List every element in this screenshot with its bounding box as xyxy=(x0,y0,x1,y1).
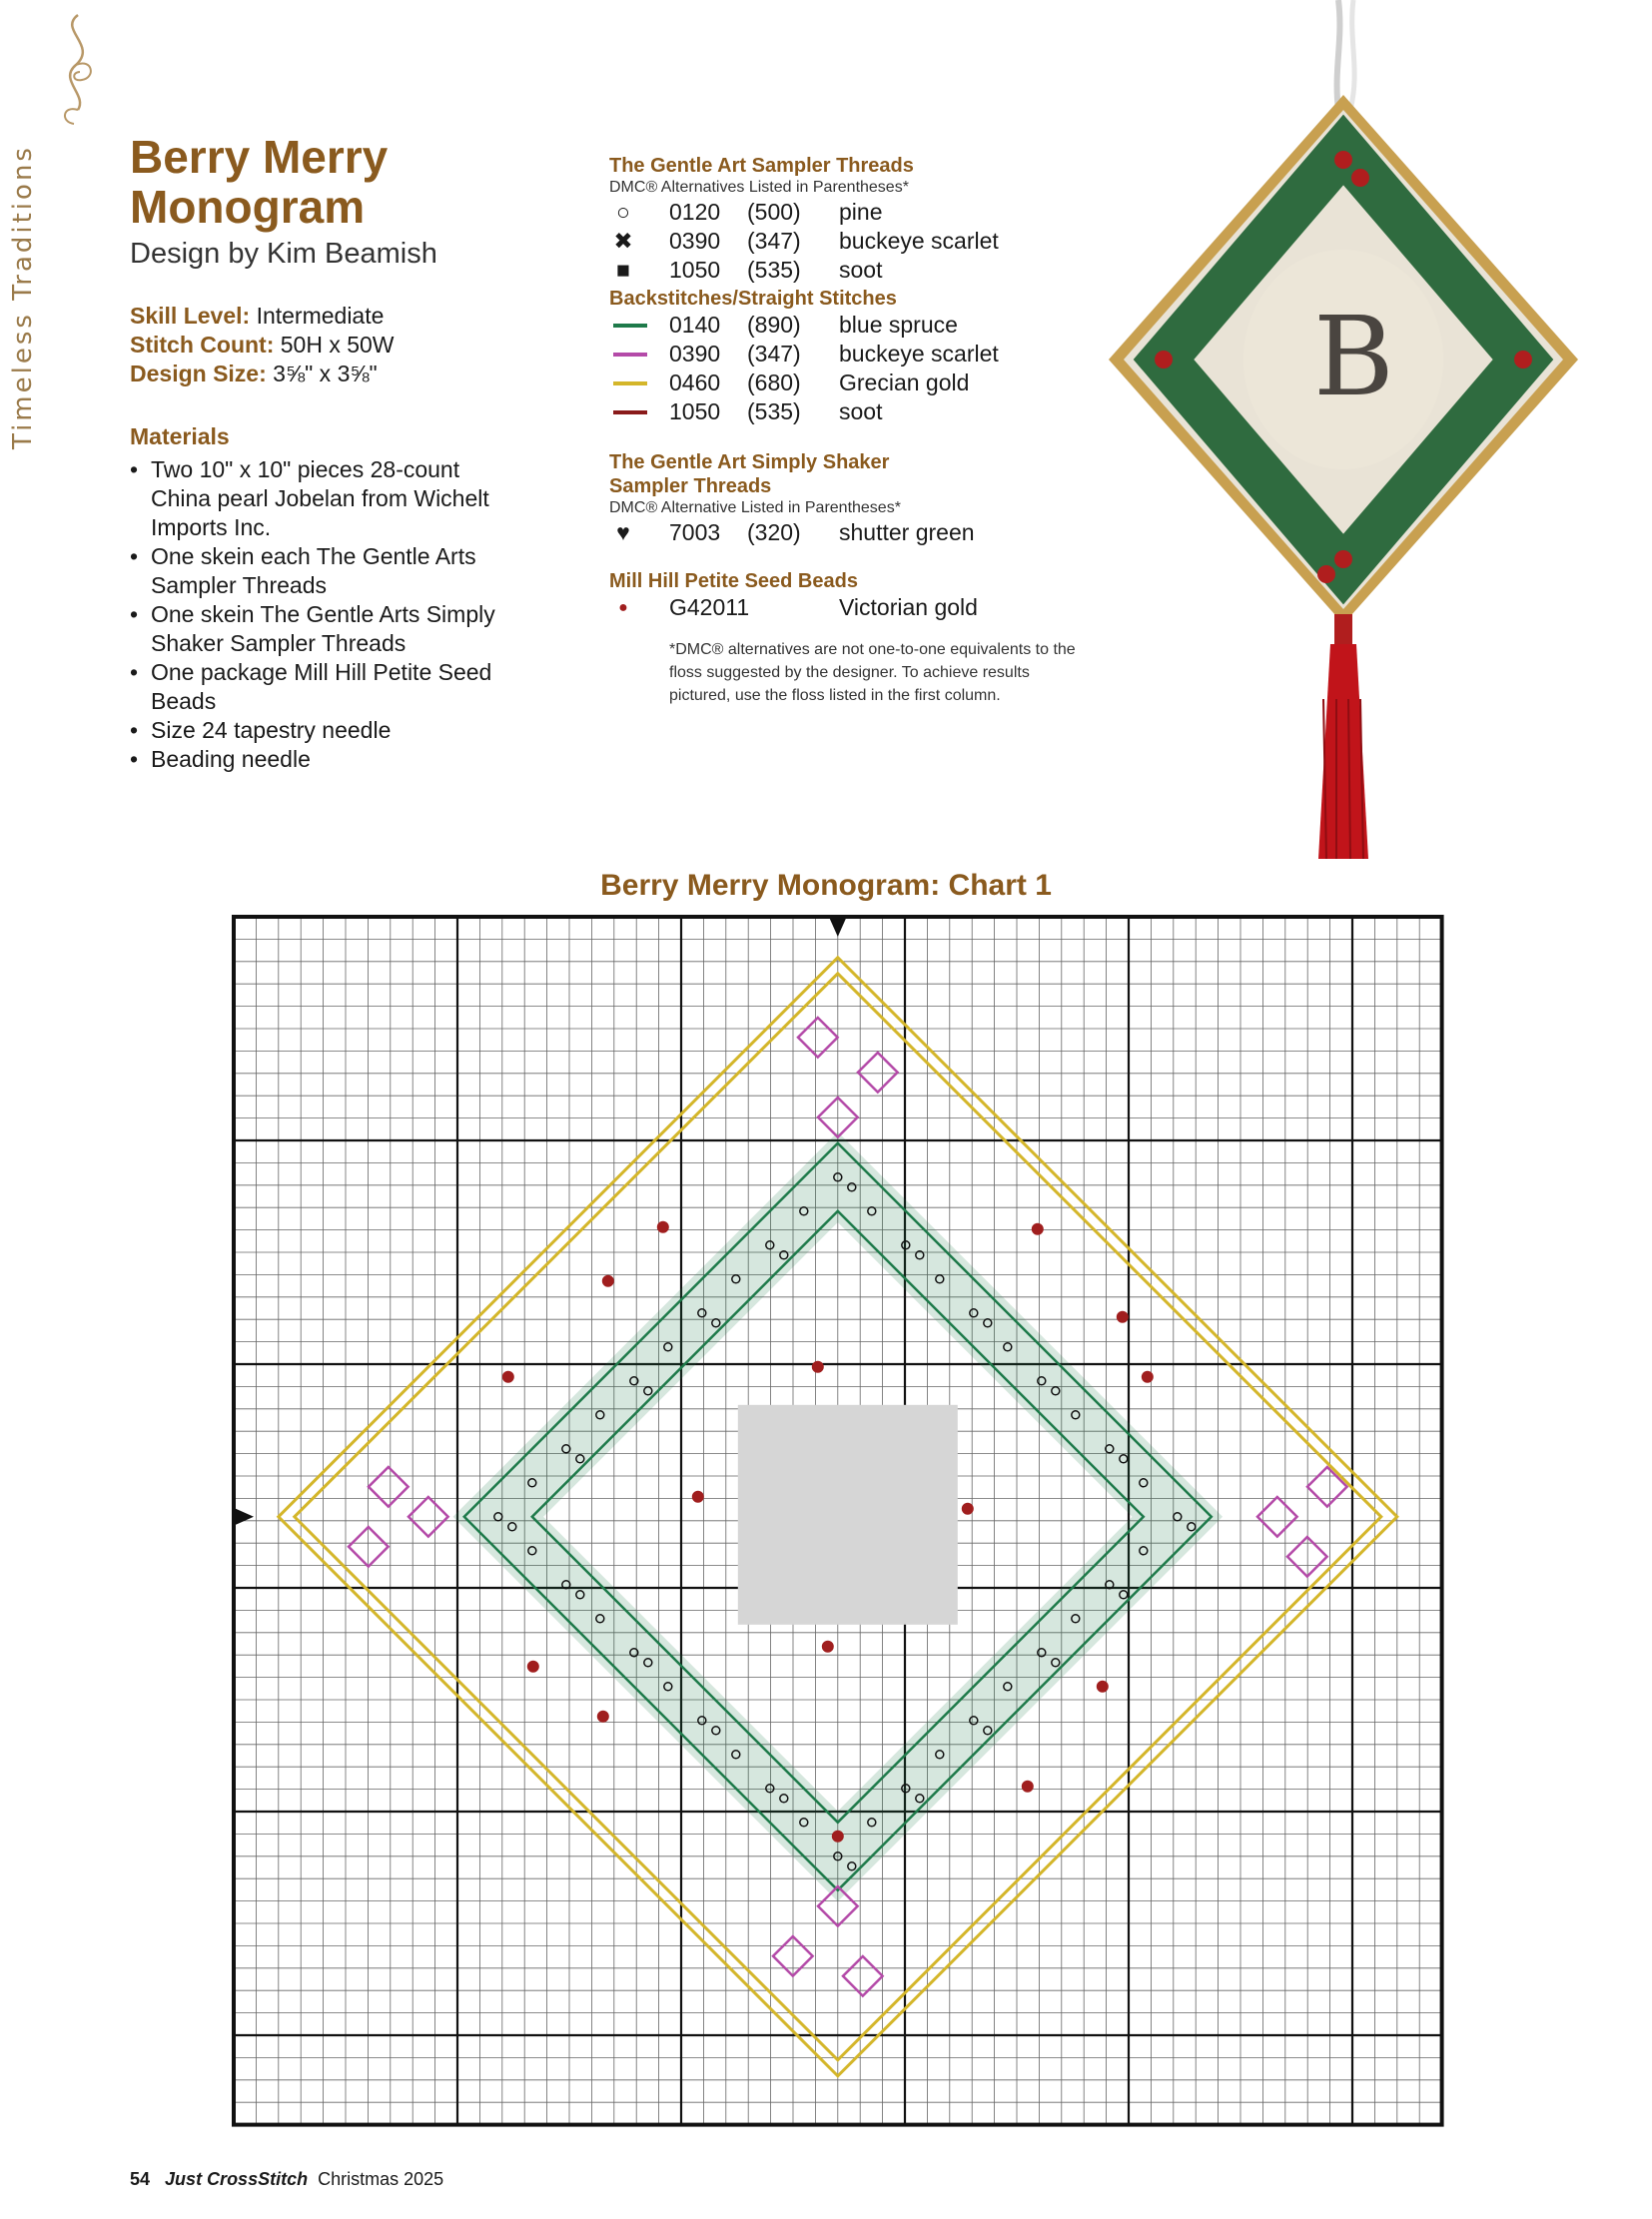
bead-mark xyxy=(602,1275,614,1287)
list-item: • One skein each The Gentle Arts Sampler Threads xyxy=(130,542,519,600)
thread-name: blue spruce xyxy=(839,312,958,338)
list-item: • One package Mill Hill Petite Seed Beads xyxy=(130,658,519,716)
bead-mark xyxy=(597,1711,609,1723)
legend-row xyxy=(609,518,1069,547)
bead-mark xyxy=(832,1831,844,1843)
bead-dot-icon: ● xyxy=(618,599,628,616)
list-item: • Two 10" x 10" pieces 28-count China pearl Jobelan from Wichelt Imports Inc. xyxy=(130,455,519,542)
thread-code: 0140 xyxy=(669,312,721,338)
thread-code: 1050 xyxy=(669,257,721,283)
square-symbol-icon: ■ xyxy=(616,257,630,283)
legend-row xyxy=(609,369,1069,397)
circle-symbol-icon: ○ xyxy=(616,199,630,225)
bead-mark xyxy=(527,1661,539,1673)
bead-mark xyxy=(502,1371,514,1383)
thread-name: buckeye scarlet xyxy=(839,341,999,367)
list-item: • Beading needle xyxy=(130,745,519,774)
spec-skill-level: Skill Level: Intermediate xyxy=(130,303,385,329)
bead-code: G42011 xyxy=(669,594,750,620)
thread-code: 0460 xyxy=(669,370,721,395)
legend-row xyxy=(609,256,1069,285)
scarlet-cross-diamond xyxy=(369,1467,409,1507)
materials-list xyxy=(130,455,519,774)
bead-mark xyxy=(962,1503,974,1515)
dmc-code: (500) xyxy=(747,199,801,225)
thread-name: soot xyxy=(839,257,883,283)
heart-symbol-icon: ♥ xyxy=(616,519,630,545)
bead-mark xyxy=(812,1361,824,1373)
magazine-name: Just CrossStitch xyxy=(165,2169,309,2189)
scarlet-cross-diamond xyxy=(1307,1467,1347,1507)
legend-sampler-sub: DMC® Alternatives Listed in Parentheses* xyxy=(609,179,909,196)
bead-name: Victorian gold xyxy=(839,594,978,620)
legend-beads-heading: Mill Hill Petite Seed Beads xyxy=(609,570,858,592)
dmc-footnote: *DMC® alternatives are not one-to-one equivalents to the floss suggested by the designer. To achieve results pictured, use the floss listed in the first column. xyxy=(669,641,1076,704)
designer-credit: Design by Kim Beamish xyxy=(130,238,437,270)
chart-title: Berry Merry Monogram: Chart 1 xyxy=(600,869,1052,902)
scarlet-cross-diamond xyxy=(843,1956,883,1996)
swirl-ornament-icon xyxy=(48,10,104,130)
spec-design-size: Design Size: 3⅝" x 3⅝" xyxy=(130,361,378,386)
bead-mark xyxy=(1117,1311,1129,1323)
legend-row xyxy=(609,227,1069,256)
legend-row xyxy=(609,311,1069,340)
legend-shaker-sub: DMC® Alternative Listed in Parentheses* xyxy=(609,499,901,516)
legend-row xyxy=(609,593,1069,622)
legend-row xyxy=(609,340,1069,369)
scarlet-cross-diamond xyxy=(858,1053,898,1093)
thread-name: shutter green xyxy=(839,519,975,545)
thread-name: buckeye scarlet xyxy=(839,228,999,254)
thread-code: 0390 xyxy=(669,228,721,254)
dmc-code: (890) xyxy=(747,312,801,338)
spec-stitch-count: Stitch Count: 50H x 50W xyxy=(130,332,395,358)
materials-heading: Materials xyxy=(130,423,230,449)
cross-stitch-chart xyxy=(230,913,1446,2131)
gold-line-icon xyxy=(613,381,647,385)
shaker-heading-line-1: The Gentle Art Simply Shaker xyxy=(609,451,890,473)
dark-red-line-icon xyxy=(613,410,647,414)
bead-mark xyxy=(822,1641,834,1653)
green-line-icon xyxy=(613,324,647,328)
legend-row xyxy=(609,198,1069,227)
cross-symbol-icon: ✖ xyxy=(613,228,633,254)
bead-mark xyxy=(657,1221,669,1233)
list-item: • Size 24 tapestry needle xyxy=(130,716,519,745)
thread-code: 7003 xyxy=(669,519,721,545)
page-number: 54 xyxy=(130,2169,151,2189)
bead-mark xyxy=(1032,1223,1044,1235)
page-footer xyxy=(130,2169,443,2190)
center-arrow-top-icon xyxy=(830,919,846,937)
dmc-code: (680) xyxy=(747,370,801,395)
bead-mark xyxy=(1142,1371,1154,1383)
title-line-2: Monogram xyxy=(130,181,366,233)
bead-mark xyxy=(1022,1781,1034,1793)
legend-sampler-heading: The Gentle Art Sampler Threads xyxy=(609,155,914,177)
dmc-code: (347) xyxy=(747,228,801,254)
legend-backstitch-heading: Backstitches/Straight Stitches xyxy=(609,288,897,310)
thread-legend xyxy=(609,154,1076,707)
bead-mark xyxy=(1097,1681,1109,1693)
legend-row xyxy=(609,397,1069,426)
section-tab: Timeless Traditions xyxy=(8,145,38,449)
issue-name: Christmas 2025 xyxy=(318,2169,444,2189)
thread-name: soot xyxy=(839,398,883,424)
bead-mark xyxy=(692,1491,704,1503)
thread-code: 1050 xyxy=(669,398,721,424)
shaker-heading-line-2: Sampler Threads xyxy=(609,475,772,497)
scarlet-cross-diamond xyxy=(409,1497,448,1537)
thread-name: pine xyxy=(839,199,883,225)
title-line-1: Berry Merry xyxy=(130,131,389,183)
dmc-code: (320) xyxy=(747,519,801,545)
thread-name: Grecian gold xyxy=(839,370,970,395)
center-arrow-left-icon xyxy=(236,1509,254,1525)
dmc-code: (347) xyxy=(747,341,801,367)
dmc-code: (535) xyxy=(747,398,801,424)
page-title xyxy=(130,132,649,232)
pink-line-icon xyxy=(613,353,647,357)
ornament-photo xyxy=(1069,0,1588,879)
scarlet-cross-diamond xyxy=(1257,1497,1297,1537)
spec-list xyxy=(130,302,395,388)
thread-code: 0390 xyxy=(669,341,721,367)
dmc-code: (535) xyxy=(747,257,801,283)
legend-shaker-heading xyxy=(609,450,1069,498)
thread-code: 0120 xyxy=(669,199,721,225)
svg-text:B: B xyxy=(1313,293,1394,420)
monogram-area xyxy=(738,1405,958,1625)
list-item: • One skein The Gentle Arts Simply Shaker Sampler Threads xyxy=(130,600,519,658)
